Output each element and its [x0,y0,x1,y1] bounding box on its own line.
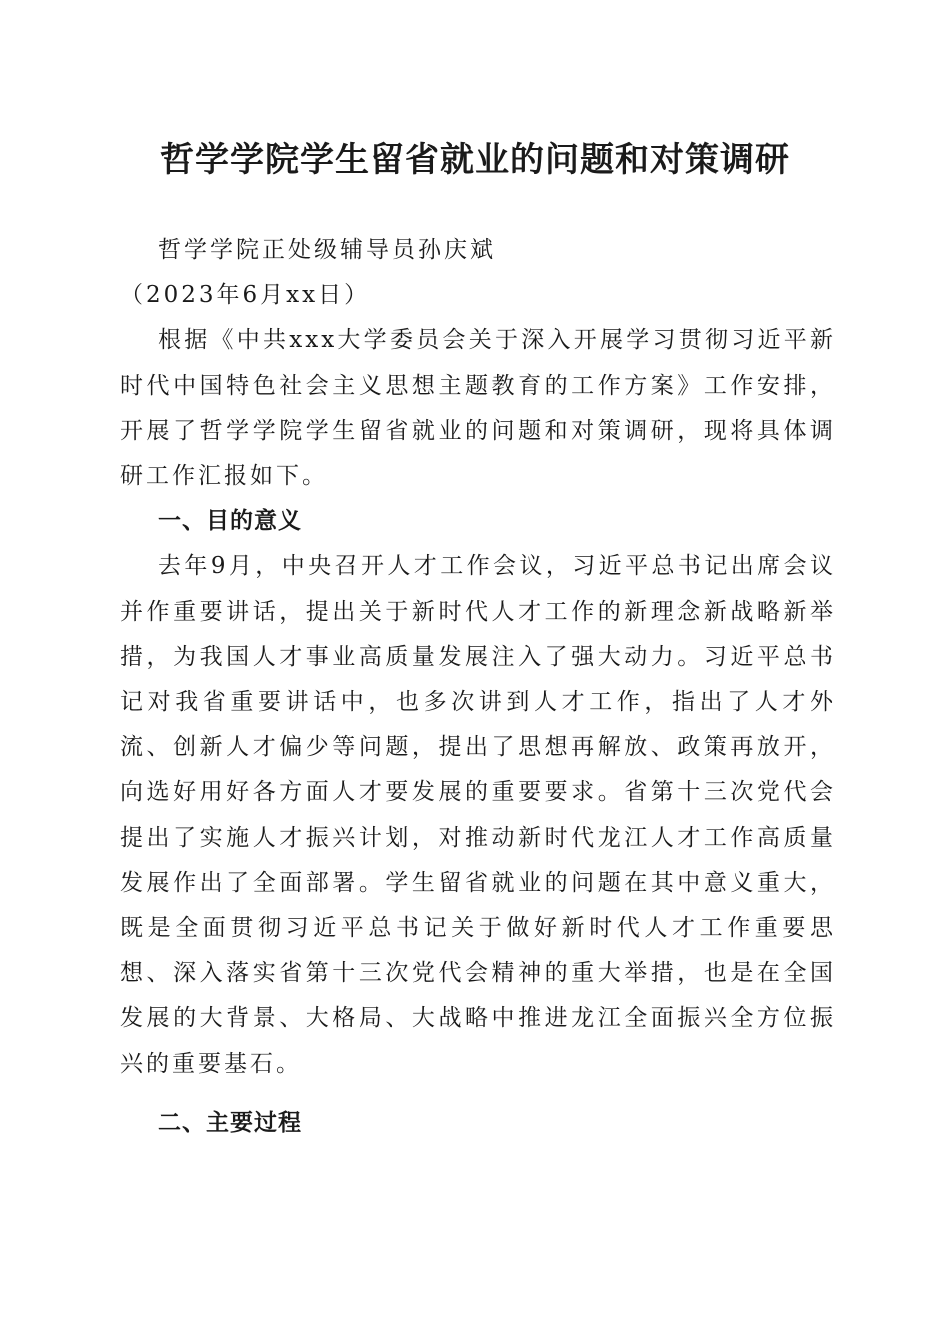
section-heading-purpose: 一、目的意义 [158,508,302,535]
document-body [120,228,836,1146]
date-line: （2023年6月xx日） [120,282,371,309]
author-line: 哲学学院正处级辅导员孙庆斌 [158,237,496,263]
section-paragraph-purpose: 去年9月，中央召开人才工作会议，习近平总书记出席会议并作重要讲话，提出关于新时代人才工作的新理念新战略新举措，为我国人才事业高质量发展注入了强大动力。习近平总书记对我省重要讲话中，也多次讲到人才工作，指出了人才外流、创新人才偏少等问题，提出了思想再解放、政策再放开，向选好用好各方面人才要发展的重要要求。省第十三次党代会提出了实施人才振兴计划，对推动新时代龙江人才工作高质量发展作出了全面部署。学生留省就业的问题在其中意义重大，既是全面贯彻习近平总书记关于做好新时代人才工作重要思想、深入落实省第十三次党代会精神的重大举措，也是在全国发展的大背景、大格局、大战略中推进龙江全面振兴全方位振兴的重要基石。 [120,553,836,1077]
document-title: 哲学学院学生留省就业的问题和对策调研 [160,140,790,180]
intro-paragraph: 根据《中共xxx大学委员会关于深入开展学习贯彻习近平新时代中国特色社会主义思想主题教育的工作方案》工作安排，开展了哲学学院学生留省就业的问题和对策调研，现将具体调研工作汇报如下。 [120,327,836,490]
section-heading-process: 二、主要过程 [158,1109,302,1136]
